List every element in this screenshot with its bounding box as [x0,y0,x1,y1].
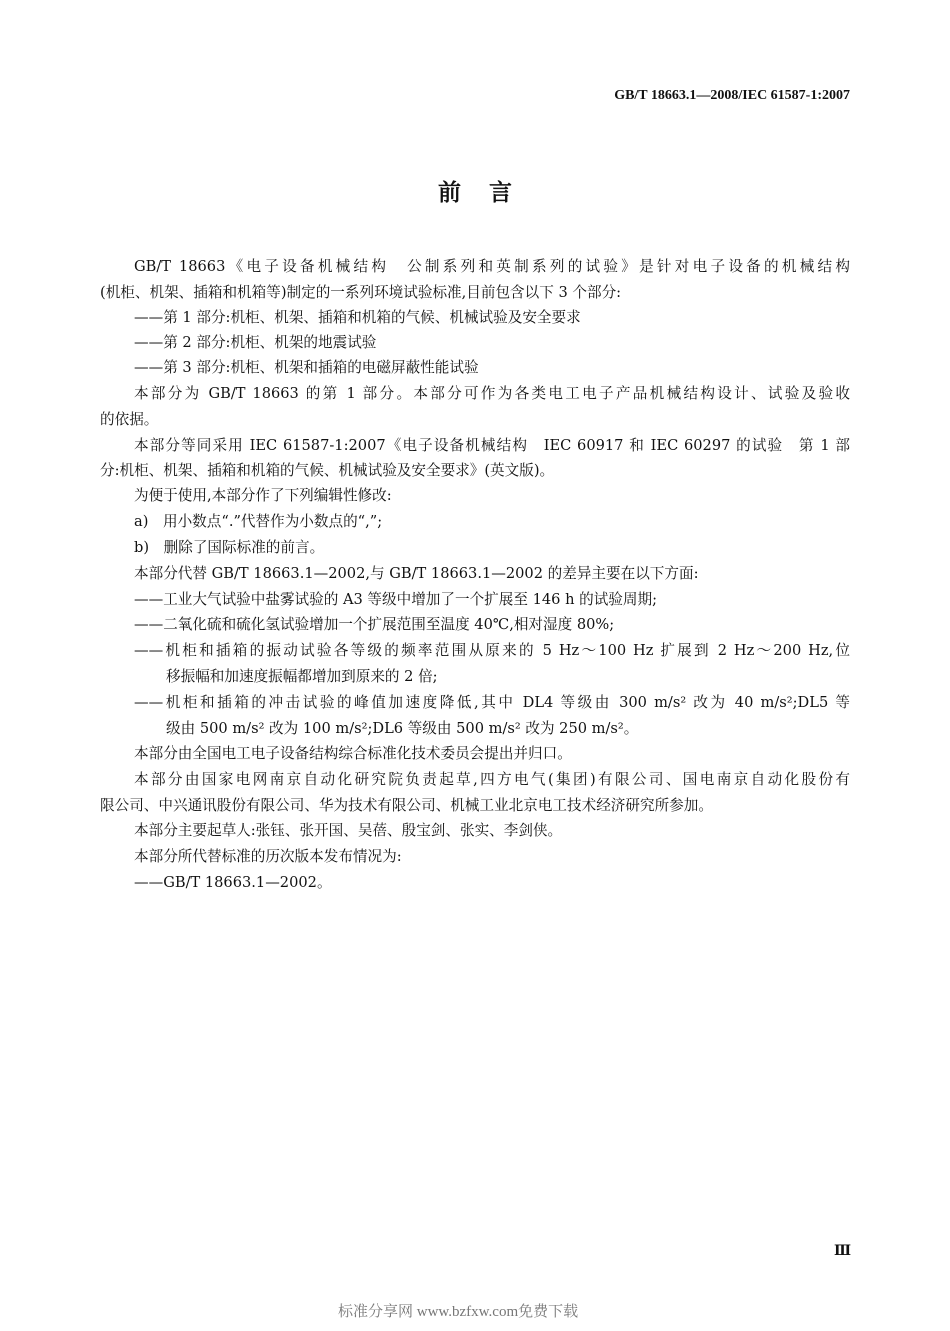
text-line: 的依据。 [100,411,159,428]
text-line: 本部分主要起草人:张钰、张开国、吴蓓、殷宝剑、张实、李剑侠。 [134,822,563,839]
list-item: ——第 2 部分:机柜、机架的地震试验 [134,334,377,351]
text-line: 为便于使用,本部分作了下列编辑性修改: [134,487,392,504]
text-line: 本部分为 GB/T 18663 的第 1 部分。本部分可作为各类电工电子产品机械结构设计、试验及验收 [134,385,850,402]
list-item: b) 删除了国际标准的前言。 [134,539,325,556]
list-item: ——工业大气试验中盐雾试验的 A3 等级中增加了一个扩展至 146 h 的试验周期; [134,591,658,608]
page-title: 前言 [438,179,540,206]
list-item-continuation: 移振幅和加速度振幅都增加到原来的 2 倍; [166,668,438,685]
text-line: 本部分等同采用 IEC 61587-1:2007《电子设备机械结构 IEC 60917 和 IEC 60297 的试验 第 1 部 [134,437,850,454]
list-item: ——第 1 部分:机柜、机架、插箱和机箱的气候、机械试验及安全要求 [134,309,581,326]
text-line: 本部分由全国电工电子设备结构综合标准化技术委员会提出并归口。 [134,745,572,762]
page-number: Ⅲ [834,1243,852,1259]
list-item-continuation: 级由 500 m/s² 改为 100 m/s²;DL6 等级由 500 m/s² 改为 250 m/s²。 [166,720,639,737]
standard-number-header: GB/T 18663.1—2008/IEC 61587-1:2007 [614,88,850,103]
text-line: 本部分代替 GB/T 18663.1—2002,与 GB/T 18663.1—2002 的差异主要在以下方面: [134,565,699,582]
text-line: (机柜、机架、插箱和机箱等)制定的一系列环境试验标准,目前包含以下 3 个部分: [100,284,622,301]
list-item: ——二氧化硫和硫化氢试验增加一个扩展范围至温度 40℃,相对湿度 80%; [134,616,615,633]
watermark: 标准分享网 www.bzfxw.com免费下载 [338,1304,579,1320]
list-item: ——第 3 部分:机柜、机架和插箱的电磁屏蔽性能试验 [134,359,479,376]
text-line: GB/T 18663《电子设备机械结构 公制系列和英制系列的试验》是针对电子设备的机械结构 [134,258,850,275]
text-line: 本部分由国家电网南京自动化研究院负责起草,四方电气(集团)有限公司、国电南京自动化股份有 [134,771,850,788]
text-line: 限公司、中兴通讯股份有限公司、华为技术有限公司、机械工业北京电工技术经济研究所参加。 [100,797,713,814]
list-item: ——GB/T 18663.1—2002。 [134,874,332,891]
list-item: a) 用小数点“.”代替作为小数点的“,”; [134,513,383,530]
text-line: 本部分所代替标准的历次版本发布情况为: [134,848,402,865]
list-item: ——机柜和插箱的冲击试验的峰值加速度降低,其中 DL4 等级由 300 m/s² 改为 40 m/s²;DL5 等 [134,694,850,711]
text-line: 分:机柜、机架、插箱和机箱的气候、机械试验及安全要求》(英文版)。 [100,462,555,479]
list-item: ——机柜和插箱的振动试验各等级的频率范围从原来的 5 Hz～100 Hz 扩展到 2 Hz～200 Hz,位 [134,642,850,659]
